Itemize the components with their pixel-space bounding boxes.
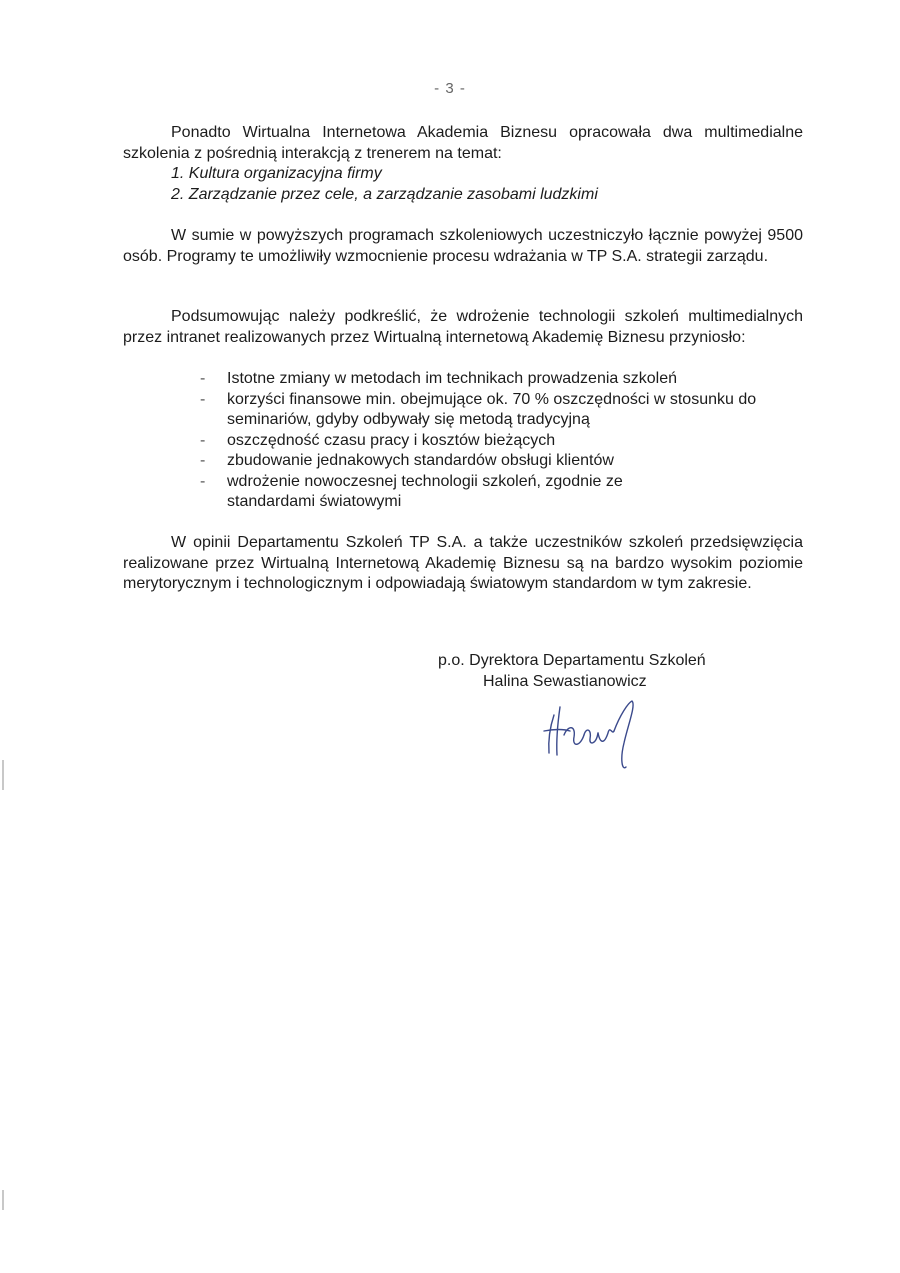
benefit-text: Istotne zmiany w metodach im technikach prowadzenia szkoleń bbox=[227, 370, 677, 387]
topics-list bbox=[171, 164, 598, 205]
benefit-text: zbudowanie jednakowych standardów obsługi klientów bbox=[227, 452, 614, 469]
paragraph-opinion: W opinii Departamentu Szkoleń TP S.A. a także uczestników szkoleń przedsięwzięcia realizowane przez Wirtualną Internetową Akademię Biznesu są na bardzo wysokim poziomie merytorycznym i technologicznym i odpowiadają światowym standardom w tym zakresie. bbox=[123, 534, 803, 592]
topic-item: 2. Zarządzanie przez cele, a zarządzanie zasobami ludzkimi bbox=[171, 185, 598, 203]
list-item bbox=[200, 369, 800, 390]
dash-marker: - bbox=[200, 452, 206, 469]
dash-marker: - bbox=[200, 370, 206, 387]
list-item bbox=[200, 431, 800, 452]
dash-marker: - bbox=[200, 431, 206, 449]
handwritten-signature bbox=[540, 695, 650, 775]
list-item bbox=[200, 472, 800, 513]
benefits-list bbox=[200, 369, 800, 513]
scan-edge-mark bbox=[2, 1190, 4, 1210]
signatory-title: p.o. Dyrektora Departamentu Szkoleń bbox=[438, 652, 706, 669]
topic-item: 1. Kultura organizacyjna firmy bbox=[171, 165, 382, 182]
paragraph-intro: Ponadto Wirtualna Internetowa Akademia Biznesu opracowała dwa multimedialne szkolenia z pośrednią interakcją z trenerem na temat: bbox=[123, 124, 803, 162]
signature-block bbox=[438, 651, 706, 692]
signatory-name: Halina Sewastianowicz bbox=[483, 672, 647, 690]
paragraph-conclusion: Podsumowując należy podkreślić, że wdrożenie technologii szkoleń multimedialnych przez intranet realizowanych przez Wirtualną internetową Akademię Biznesu przyniosło: bbox=[123, 308, 803, 346]
page-number: - 3 - bbox=[434, 80, 466, 97]
paragraph-summary: W sumie w powyższych programach szkoleniowych uczestniczyło łącznie powyżej 9500 osób. Programy te umożliwiły wzmocnienie procesu wdrażania w TP S.A. strategii zarządu. bbox=[123, 227, 803, 265]
list-item bbox=[200, 390, 800, 431]
scan-edge-mark bbox=[2, 760, 4, 790]
dash-marker: - bbox=[200, 472, 206, 490]
benefit-text: oszczędność czasu pracy i kosztów bieżących bbox=[227, 431, 556, 449]
list-item bbox=[200, 451, 800, 472]
dash-marker: - bbox=[200, 390, 206, 408]
benefit-text: wdrożenie nowoczesnej technologii szkoleń, zgodnie ze standardami światowymi bbox=[227, 472, 623, 510]
benefit-text: korzyści finansowe min. obejmujące ok. 70 % oszczędności w stosunku do seminariów, gdyby odbywały się metodą tradycyjną bbox=[227, 390, 757, 428]
